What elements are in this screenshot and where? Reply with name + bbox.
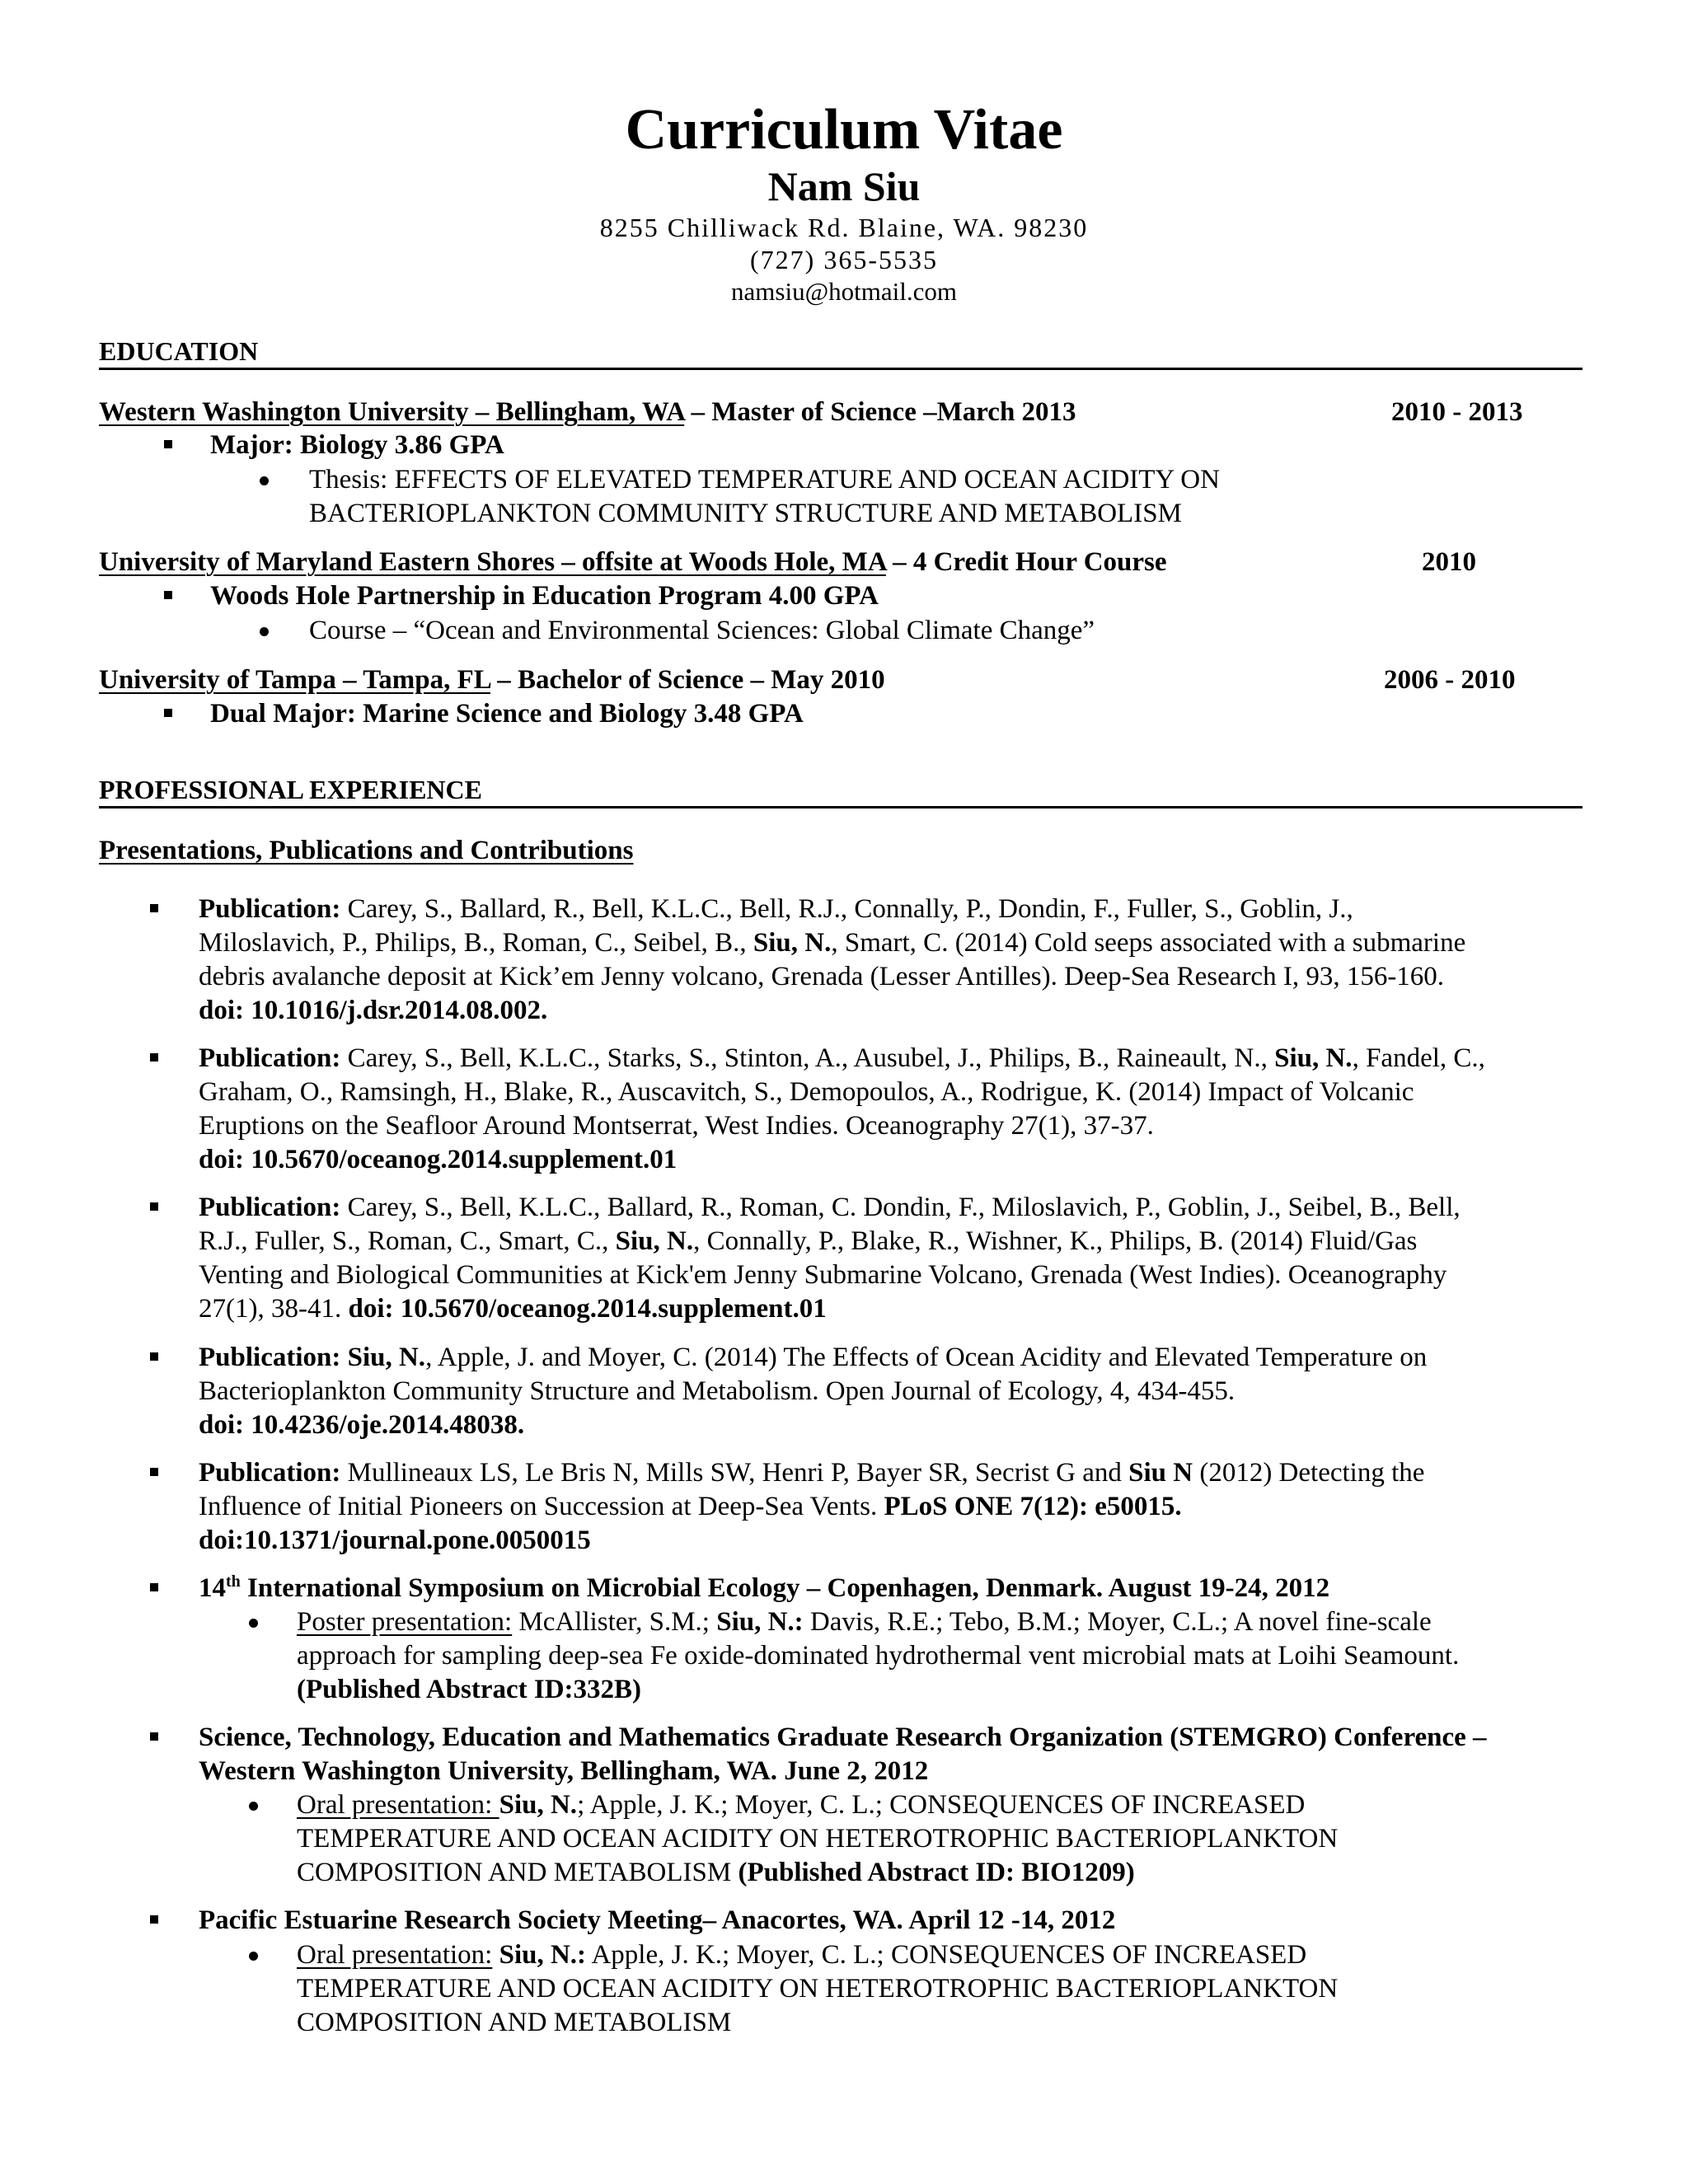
degree: – Bachelor of Science – May 2010 [490,665,885,695]
event-detail: Oral presentation: Siu, N.: Apple, J. K.; Moyer, C. L.; CONSEQUENCES OF INCREASED [297,1940,1307,1970]
square-bullet-icon [164,440,172,448]
education-years: 2010 - 2013 [1391,397,1523,427]
email: namsiu@hotmail.com [731,277,957,306]
institution: University of Tampa – Tampa, FL [99,665,490,695]
document-title: Curriculum Vitae [625,98,1063,162]
event-detail: TEMPERATURE AND OCEAN ACIDITY ON HETEROTROPHIC BACTERIOPLANKTON [297,1824,1339,1854]
institution: University of Maryland Eastern Shores – offsite at Woods Hole, MA [99,547,886,577]
round-bullet-icon [260,627,269,636]
square-bullet-icon [150,904,158,912]
publication-line: Graham, O., Ramsingh, H., Blake, R., Auscavitch, S., Demopoulos, A., Rodrigue, K. (2014) Impact of Volcanic [199,1077,1414,1107]
round-bullet-icon [260,476,269,485]
education-major: Major: Biology 3.86 GPA [210,430,504,460]
publication-line: Eruptions on the Seafloor Around Montserrat, West Indies. Oceanography 27(1), 37-37. [199,1111,1154,1141]
publication-line: Bacterioplankton Community Structure and Metabolism. Open Journal of Ecology, 4, 434-455. [199,1376,1236,1406]
education-detail: BACTERIOPLANKTON COMMUNITY STRUCTURE AND METABOLISM [309,499,1182,528]
publication-line: Publication: Carey, S., Bell, K.L.C., Ballard, R., Roman, C. Dondin, F., Miloslavich, P., Goblin, J., Seibel, B., Bell, [199,1193,1461,1222]
event-detail: (Published Abstract ID:332B) [297,1675,642,1704]
education-years: 2006 - 2010 [1384,665,1516,695]
square-bullet-icon [150,1053,158,1062]
event-detail: approach for sampling deep-sea Fe oxide-dominated hydrothermal vent microbial mats at Loihi Seamount. [297,1641,1460,1671]
square-bullet-icon [150,1202,158,1211]
education-major: Woods Hole Partnership in Education Program 4.00 GPA [210,581,879,611]
publication-doi: doi: 10.5670/oceanog.2014.supplement.01 [199,1145,678,1174]
publication-line: Publication: Carey, S., Ballard, R., Bell, K.L.C., Bell, R.J., Connally, P., Dondin, F., Fuller, S., Goblin, J., [199,894,1353,924]
person-name: Nam Siu [767,163,921,209]
publication-line: debris avalanche deposit at Kick’em Jenny volcano, Grenada (Lesser Antilles). Deep-Sea Research I, 93, 156-160. [199,962,1445,991]
publication-line: Publication: Carey, S., Bell, K.L.C., Starks, S., Stinton, A., Ausubel, J., Philips, B., Raineault, N., Siu, N., Fandel, C., [199,1043,1485,1073]
institution: Western Washington University – Bellingham, WA [99,397,685,427]
publication-line: Publication: Siu, N., Apple, J. and Moyer, C. (2014) The Effects of Ocean Acidity and Elevated Temperature on [199,1343,1428,1372]
square-bullet-icon [150,1352,158,1361]
section-heading-education: EDUCATION [99,336,1582,370]
education-entry [99,396,1076,429]
address: 8255 Chilliwack Rd. Blaine, WA. 98230 [599,213,1089,242]
event-title: 14th International Symposium on Microbial Ecology – Copenhagen, Denmark. August 19-24, 2012 [199,1572,1330,1603]
event-title: Western Washington University, Bellingham, WA. June 2, 2012 [199,1756,929,1786]
round-bullet-icon [249,1619,258,1628]
section-heading-experience: PROFESSIONAL EXPERIENCE [99,775,1582,808]
degree: – 4 Credit Hour Course [885,547,1167,577]
event-title: Pacific Estuarine Research Society Meeting– Anacortes, WA. April 12 -14, 2012 [199,1905,1116,1935]
phone: (727) 365-5535 [750,245,938,274]
publication-line: R.J., Fuller, S., Roman, C., Smart, C., Siu, N., Connally, P., Blake, R., Wishner, K., Philips, B. (2014) Fluid/Gas [199,1226,1418,1256]
publication-line: Venting and Biological Communities at Kick'em Jenny Submarine Volcano, Grenada (West Indies). Oceanography [199,1260,1447,1290]
education-detail: Thesis: EFFECTS OF ELEVATED TEMPERATURE AND OCEAN ACIDITY ON [309,465,1220,494]
square-bullet-icon [150,1468,158,1476]
round-bullet-icon [249,1802,258,1811]
event-detail: Oral presentation: Siu, N.; Apple, J. K.; Moyer, C. L.; CONSEQUENCES OF INCREASED [297,1790,1306,1820]
event-detail: COMPOSITION AND METABOLISM (Published Abstract ID: BIO1209) [297,1858,1135,1887]
publication-doi: doi:10.1371/journal.pone.0050015 [199,1526,591,1555]
publication-line: Publication: Mullineaux LS, Le Bris N, Mills SW, Henri P, Bayer SR, Secrist G and Siu N (2012) Detecting the [199,1458,1425,1488]
publication-doi: doi: 10.5670/oceanog.2014.supplement.01 [348,1294,827,1324]
square-bullet-icon [150,1915,158,1924]
education-years: 2010 [1422,547,1476,577]
event-detail: Poster presentation: McAllister, S.M.; Siu, N.: Davis, R.E.; Tebo, B.M.; Moyer, C.L.; A novel fine-scale [297,1607,1432,1637]
publication-line: 27(1), 38-41. doi: 10.5670/oceanog.2014.supplement.01 [199,1294,827,1324]
square-bullet-icon [150,1732,158,1741]
education-entry [99,663,885,696]
publication-line: Miloslavich, P., Philips, B., Roman, C., Seibel, B., Siu, N., Smart, C. (2014) Cold seeps associated with a submarine [199,928,1466,958]
publication-doi: doi: 10.1016/j.dsr.2014.08.002. [199,996,548,1025]
education-major: Dual Major: Marine Science and Biology 3.48 GPA [210,699,804,729]
square-bullet-icon [164,591,172,599]
event-detail: TEMPERATURE AND OCEAN ACIDITY ON HETEROTROPHIC BACTERIOPLANKTON [297,1974,1339,2004]
degree: – Master of Science –March 2013 [684,397,1076,427]
publication-doi: doi: 10.4236/oje.2014.48038. [199,1410,525,1440]
education-detail: Course – “Ocean and Environmental Sciences: Global Climate Change” [309,616,1095,645]
publication-line: Influence of Initial Pioneers on Succession at Deep-Sea Vents. PLoS ONE 7(12): e50015. [199,1492,1182,1521]
round-bullet-icon [249,1952,258,1961]
event-title: Science, Technology, Education and Mathematics Graduate Research Organization (STEMGRO) Conference – [199,1722,1487,1752]
subsection-heading: Presentations, Publications and Contributions [99,836,634,865]
square-bullet-icon [164,709,172,717]
event-detail: COMPOSITION AND METABOLISM [297,2008,732,2037]
square-bullet-icon [150,1583,158,1591]
education-entry [99,546,1167,579]
